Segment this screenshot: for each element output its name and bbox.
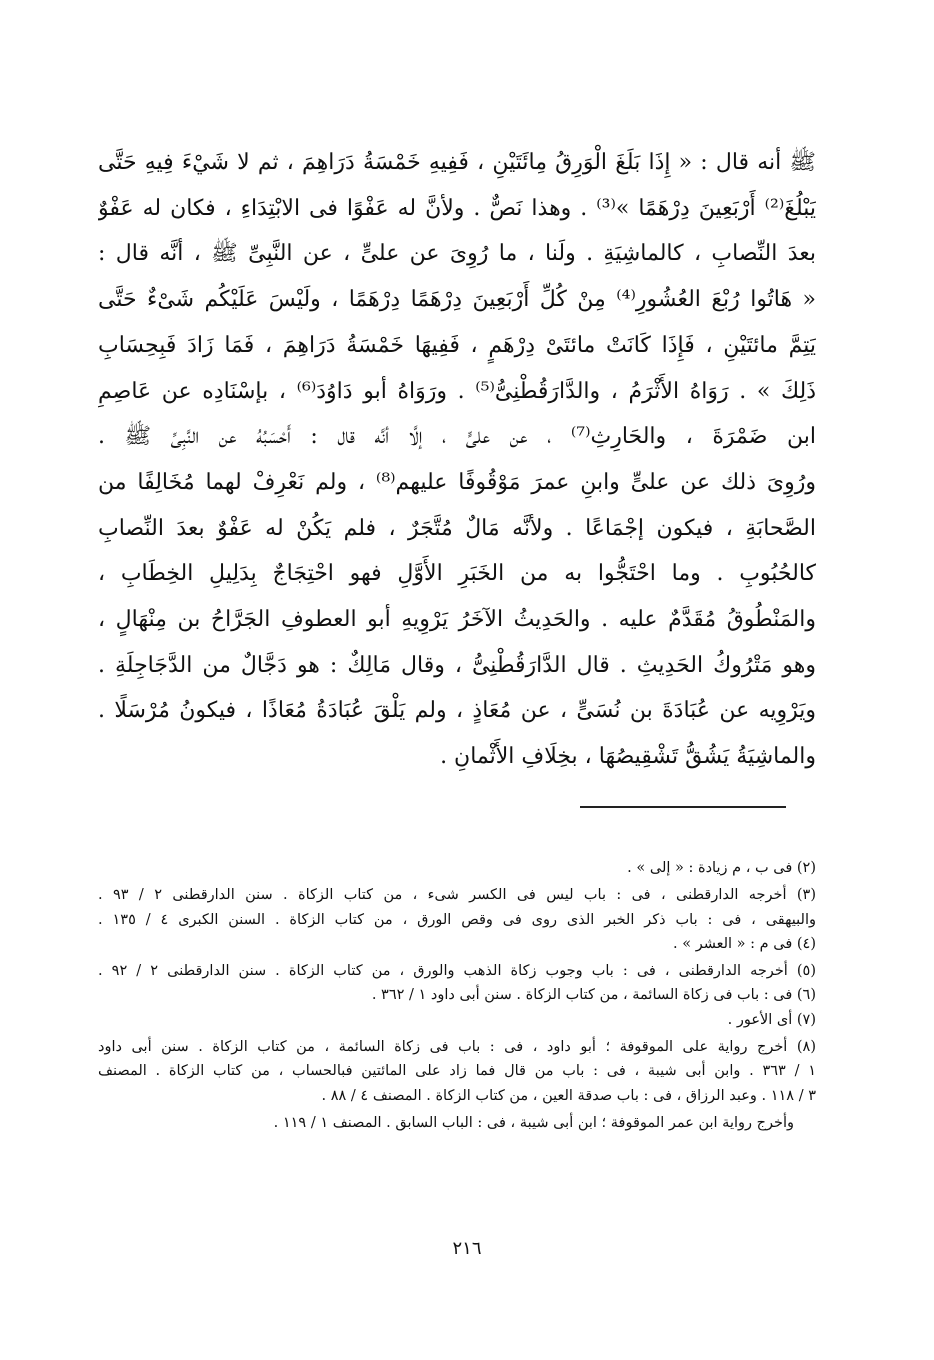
footnote-3: (٣) أخرجه الدارقطنى ، فى : باب ليس فى الكسر شىء ، من كتاب الزكاة . سنن الدارقطنى ٢ / ٩٣ . (98, 887, 816, 904)
text-line-8: ورُوِىَ ذلك عن علىٍّ وابنِ عمرَ مَوْقُوفًا عليهم⁽⁸⁾ ، ولم نَعْرِفْ لهما مُخَالِفًا من (98, 469, 816, 495)
text-line-6: ذَلِكَ » . رَوَاهُ الأَثْرَمُ ، والدَّارَقُطْنِىُّ⁽⁵⁾ . ورَوَاهُ أبو دَاوُدَ⁽⁶⁾ ، بإسْنَادِه عن عَاصِمِ (98, 378, 816, 404)
footnote-8-continued-3: وأخرج رواية ابن عمر الموقوفة ؛ ابن أبى شيبة ، فى : الباب السابق . المصنف ١ / ١١٩ . (273, 1114, 794, 1131)
footnote-2: (٢) فى ب ، م زيادة : « إلى » . (627, 860, 816, 876)
text-line-10: كالحُبُوبِ . وما احْتَجُّوا به من الخَبَرِ الأَوَّلِ فهو احْتِجَاجٌ بِدَلِيلِ الخِطَابِ ، (98, 561, 816, 587)
main-text-body (98, 140, 816, 780)
footnote-4: (٤) فى م : « العشر » . (673, 935, 816, 952)
footnote-5: (٥) أخرجه الدارقطنى ، فى : باب وجوب زكاة الذهب والورق ، من كتاب الزكاة . سنن الدارقطنى ٢ / ٩٢ . (98, 963, 816, 980)
page-number: ٢١٦ (452, 1238, 482, 1259)
footnote-6: (٦) فى : باب فى زكاة السائمة ، من كتاب الزكاة . سنن أبى داود ١ / ٣٦٢ . (371, 987, 816, 1004)
footnote-8-continued-2: ٣ / ١١٨ . وعبد الرزاق ، فى : باب صدقة العين ، من كتاب الزكاة . المصنف ٤ / ٨٨ . (321, 1087, 816, 1104)
footnote-divider (580, 806, 786, 808)
footnote-3-continued: والبيهقى ، فى : باب ذكر الخبر الذى روى فى وقص الورق ، من كتاب الزكاة . السنن الكبرى ٤ / ١٣٥ . (98, 911, 816, 928)
text-line-9: الصَّحابَةِ ، فيكون إجْمَاعًا . ولأنَّه مَالٌ مُتَّجَرٌ ، فلم يَكُنْ له عَفْوٌ بعدَ النِّصابِ (98, 515, 816, 541)
text-line-5: يَتِمَّ مائتَيْنِ ، فَإِذَا كَانَتْ مائتَىْ دِرْهَمٍ ، فَفِيهَا خَمْسَةُ دَرَاهِمَ ، فَمَا زَادَ فَبِحِسَابِ (98, 332, 816, 358)
text-line-13: ويَرْوِيه عن عُبَادَةَ بن نُسَىٍّ ، عن مُعَاذٍ ، ولم يَلْقَ عُبَادَةُ مُعَاذًا ، فيكونُ مُرْسَلًا . (98, 698, 816, 724)
text-line-4: « هَاتُوا رُبْعَ العُشُورِ⁽⁴⁾ مِنْ كُلِّ أَرْبَعِينَ دِرْهَمًا دِرْهَمًا ، ولَيْسَ عَلَيْكُم شَىْءٌ حَتَّى (98, 287, 816, 313)
text-line-14: والماشِيَةُ يَشُقُّ تَشْقِيصُهَا ، بخِلَافِ الأَثْمانِ . (440, 744, 816, 770)
text-line-3: بعدَ النِّصابِ ، كالماشِيَةِ . ولَنا ، ما رُوِىَ عن علىٍّ ، عن النَّبِىِّ ﷺ ، أنَّه قال : (98, 241, 816, 267)
text-line-2: يَبْلُغَ⁽²⁾ أَرْبَعِينَ دِرْهَمًا »⁽³⁾ . وهذا نَصٌّ . ولأنَّ له عَفْوًا فى الابْتِدَاءِ ، فكان له عَفْوٌ (98, 195, 816, 221)
text-line-11: والمَنْطُوقُ مُقَدَّمٌ عليه . والحَدِيثُ الآخَرُ يَرْوِيهِ أبو العطوفِ الجَرَّاحُ بن مِنْهَالٍ ، (98, 607, 816, 633)
footnote-7: (٧) أى الأعور . (727, 1011, 816, 1028)
footnote-8-continued-1: ١ / ٣٦٣ . وابن أبى شيبة ، فى : باب من قال فما زاد على المائتين فبالحساب ، من كتاب الزكاة . المصنف (98, 1063, 816, 1080)
footnote-8: (٨) أخرج رواية على الموقوفة ؛ أبو داود ، فى : باب فى زكاة السائمة ، من كتاب الزكاة . سنن أبى داود (98, 1039, 816, 1056)
text-line-12: وهو مَتْرُوكُ الحَدِيثِ . قال الدَّارَقُطْنِىُّ ، وقال مَالِكٌ : هو دَجَّالٌ من الدَّجَاجِلَةِ . (98, 652, 816, 678)
footnotes (98, 856, 816, 1135)
text-line-1: ﷺ أنه قال : « إِذَا بَلَغَ الْوَرِقُ مِائَتَيْنِ ، فَفِيهِ خَمْسَةُ دَرَاهِمَ ، ثم لا شَيْءَ فِيهِ حَتَّى (98, 150, 816, 175)
text-line-7: ابن ضَمْرَةَ ، والحَارِثِ⁽⁷⁾ ، عن علىٍّ ، إلَّا أنَّه قال : أَحْسَبُهُ عن النَّبِىِّ ﷺ . (98, 424, 816, 450)
